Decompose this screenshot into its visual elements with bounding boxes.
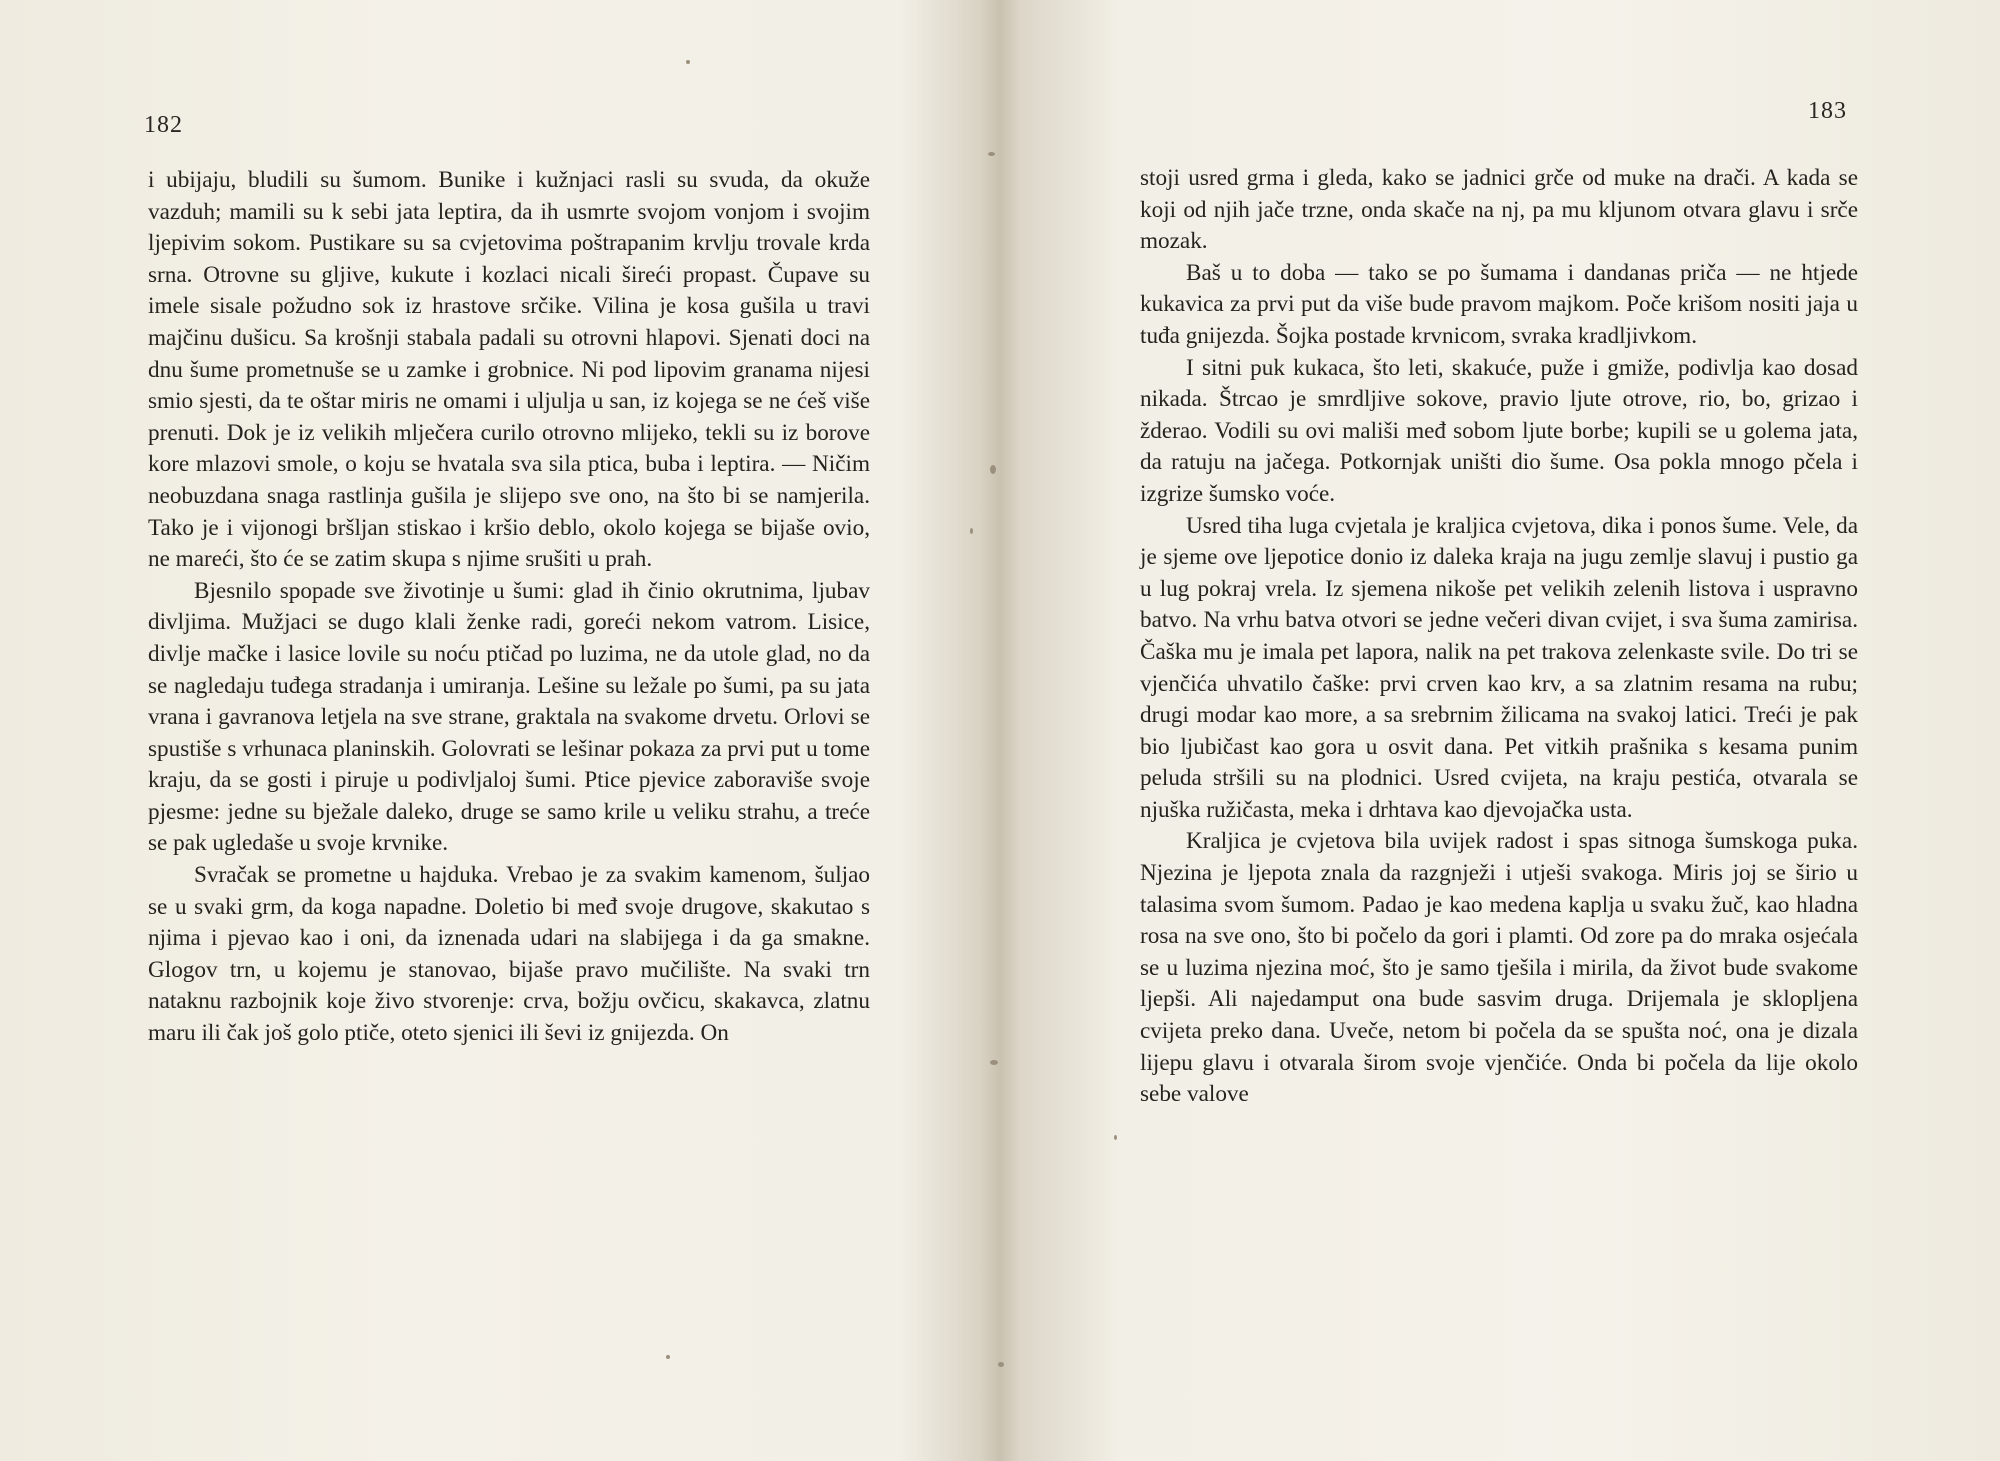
- paper-speck: [686, 60, 690, 64]
- paper-speck: [998, 1362, 1004, 1367]
- paper-speck: [970, 528, 973, 534]
- paper-speck: [990, 1060, 998, 1065]
- page-number: 182: [144, 112, 183, 138]
- paper-speck: [988, 152, 995, 156]
- paragraph: Bjesnilo spopade sve životinje u šumi: glad ih činio okrutnima, ljubav divljima. Mužjaci se dugo klali ženke radi, goreći nekom vatrom. Lisice, divlje mačke i lasice lovile su noću ptičad po luzima, ne da utole glad, no da se nagledaju tuđega stradanja i umiranja. Lešine su ležale po šumi, pa su jata vrana i gavranova letjela na sve strane, graktala na svakome drvetu. Orlovi se spustiše s vrhunaca planinskih. Golovrati se lešinar pokaza za prvi put u tome kraju, da se gosti i piruje u podivljaloj šumi. Ptice pjevice zaboraviše svoje pjesme: jedne su bježale daleko, druge se samo krile u veliku strahu, a treće se pak ugledaše u svoje krvnike.: [148, 577, 870, 857]
- right-page: [1000, 0, 2000, 1461]
- page-text: [1140, 163, 1858, 1111]
- paragraph: Svračak se prometne u hajduka. Vrebao je za svakim kamenom, šuljao se u svaki grm, da koga napadne. Doletio bi međ svoje drugove, skakutao s njima i pjevao kao i oni, da iznenada udari na slabijega i da ga smakne. Glogov trn, u kojemu je stanovao, bijaše pravo mučilište. Na svaki trn nataknu razbojnik koje živo stvorenje: crva, božju ovčicu, skakavca, zlatnu maru ili čak još golo ptiče, oteto sjenici ili ševi iz gnijezda. On: [148, 862, 870, 1047]
- paragraph: Baš u to doba — tako se po šumama i dandanas priča — ne htjede kukavica za prvi put da više bude pravom majkom. Poče krišom nositi jaja u tuđa gnijezda. Šojka postade krvnicom, svraka kradljivkom.: [1140, 259, 1858, 349]
- page-text: [148, 165, 870, 1050]
- paragraph: I sitni puk kukaca, što leti, skakuće, puže i gmiže, podivlja kao dosad nikada. Štrcao je smrdljive sokove, pravio ljute otrove, rio, bo, grizao i žderao. Vodili su ovi mališi međ sobom ljute borbe; kupili se u golema jata, da ratuju na jačega. Potkornjak uništi dio šume. Osa pokla mnogo pčela i izgrize šumsko voće.: [1140, 354, 1858, 507]
- paper-speck: [666, 1355, 670, 1359]
- paragraph: Kraljica je cvjetova bila uvijek radost i spas sitnoga šumskoga puka. Njezina je ljepota znala da razgnježi i utješi svakoga. Miris joj se širio u talasima svom šumom. Padao je kao medena kaplja u svaku žuč, kao hladna rosa na sve ono, što bi počelo da gori i plamti. Od zore pa do mraka osjećala se u luzima njezina moć, što je samo tješila i mirila, da život bude svakome ljepši. Ali najedamput ona bude sasvim druga. Drijemala je sklopljena cvijeta preko dana. Uveče, netom bi počela da se spušta noć, ona je dizala lijepu glavu i otvarala širom svoje vjenčiće. Onda bi počela da lije okolo sebe valove: [1140, 828, 1858, 1108]
- page-number: 183: [1808, 98, 1847, 124]
- paragraph: stoji usred grma i gleda, kako se jadnici grče od muke na drači. A kada se koji od njih jače trzne, onda skače na nj, pa mu kljunom otvara glavu i srče mozak.: [1140, 165, 1858, 255]
- paragraph: Usred tiha luga cvjetala je kraljica cvjetova, dika i ponos šume. Vele, da je sjeme ove ljepotice donio iz daleka kraja na jugu zemlje slavuj i pustio ga u lug pokraj vrela. Iz sjemena nikoše pet velikih zelenih listova i uspravno batvo. Na vrhu batva otvori se jedne večeri divan cvijet, i sva šuma zamirisa. Čaška mu je imala pet lapora, nalik na pet trakova zelenkaste svile. Do tri se vjenčića uhvatilo čaške: prvi crven kao krv, a sa zlatnim resama na rubu; drugi modar kao more, a sa srebrnim žilicama na svakoj latici. Treći je pak bio ljubičast kao gora u osvit dana. Pet vitkih prašnika s kesama punim peluda stršili su na plodnici. Usred cvijeta, na kraju pestića, otvarala se njuška ružičasta, meka i drhtava kao djevojačka usta.: [1140, 512, 1858, 823]
- paper-speck: [1114, 1135, 1117, 1140]
- paragraph: i ubijaju, bludili su šumom. Bunike i kužnjaci rasli su svuda, da okuže vazduh; mamili su k sebi jata leptira, da ih usmrte svojom vonjom i svojim ljepivim sokom. Pustikare su sa cvjetovima poštrapanim krvlju trovale krda srna. Otrovne su gljive, kukute i kozlaci nicali šireći propast. Čupave su imele sisale požudno sok iz hrastove srčike. Vilina je kosa gušila u travi majčinu dušicu. Sa krošnji stabala padali su otrovni hlapovi. Sjenati doci na dnu šume prometnuše se u zamke i grobnice. Ni pod lipovim granama nijesi smio sjesti, da te oštar miris ne omami i uljulja u san, iz kojega se ne ćeš više prenuti. Dok je iz velikih mlječera curilo otrovno mlijeko, tekli su iz borove kore mlazovi smole, o koju se hvatala sva sila ptica, buba i leptira. — Ničim neobuzdana snaga rastlinja gušila je slijepo sve ono, na što bi se namjerila. Tako je i vijonogi bršljan stiskao i kršio deblo, okolo kojega se bijaše ovio, ne mareći, što će se zatim skupa s njime srušiti u prah.: [148, 167, 870, 573]
- paper-speck: [990, 465, 996, 474]
- left-page: [0, 0, 995, 1461]
